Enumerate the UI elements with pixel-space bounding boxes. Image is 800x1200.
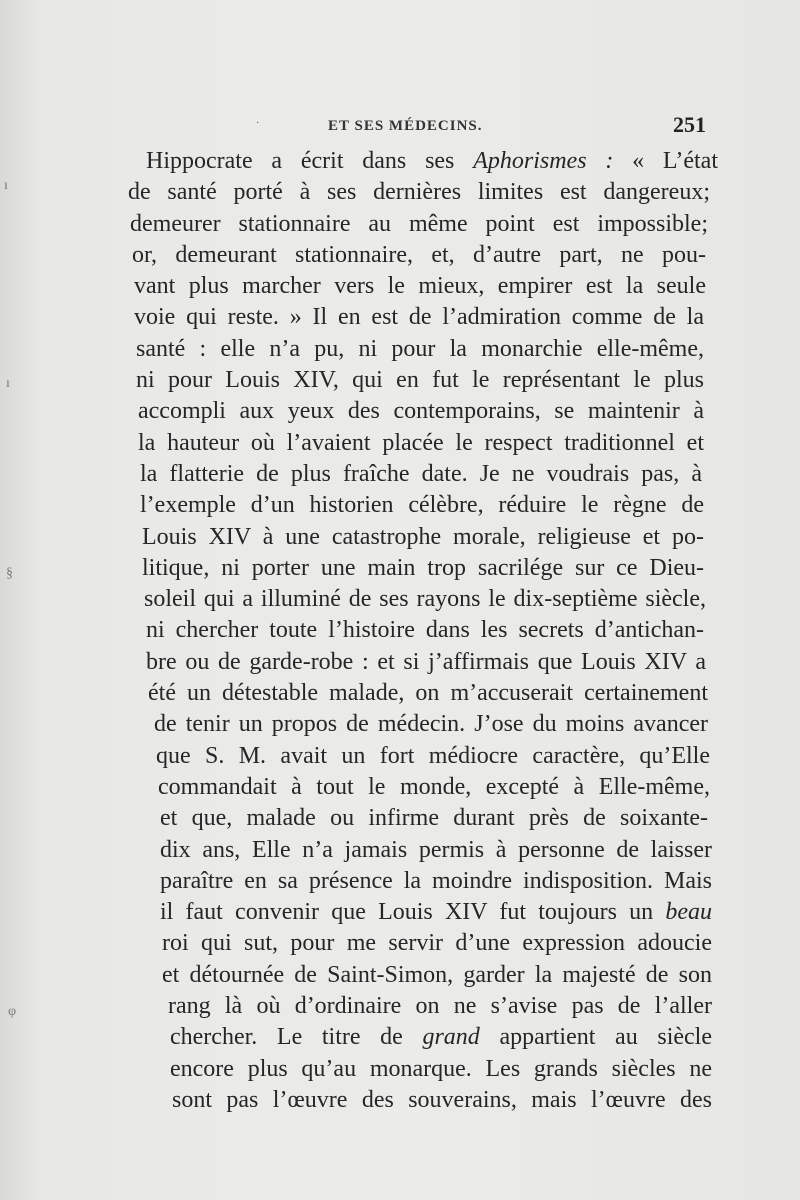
- italic-text: grand: [422, 1024, 480, 1051]
- text-line: [162, 928, 712, 959]
- text-run: il faut convenir que Louis XIV fut toujours un: [160, 899, 666, 926]
- text-run: encore plus qu’au monarque. Les grands siècles ne: [170, 1055, 712, 1082]
- text-run: de tenir un propos de médecin. J’ose du moins avancer: [154, 711, 708, 738]
- text-line: [142, 522, 704, 553]
- text-run: que S. M. avait un fort médiocre caractère, qu’Elle: [156, 742, 710, 769]
- text-line: [132, 240, 706, 271]
- text-run: soleil qui a illuminé de ses rayons le dix-septième siècle,: [144, 586, 706, 613]
- text-run: ni chercher toute l’histoire dans les secrets d’antichan-: [146, 617, 704, 644]
- text-run: sont pas l’œuvre des souverains, mais l’œuvre des: [172, 1086, 712, 1113]
- text-run: santé : elle n’a pu, ni pour la monarchie elle-même,: [136, 335, 704, 362]
- text-run: Hippocrate a écrit dans ses: [146, 148, 474, 174]
- text-run: vant plus marcher vers le mieux, empirer est la seule: [134, 273, 706, 300]
- text-line: [160, 803, 708, 834]
- text-run: la hauteur où l’avaient placée le respect traditionnel et: [138, 429, 704, 456]
- text-line: [162, 960, 712, 991]
- text-run: demeurer stationnaire au même point est impossible;: [130, 210, 708, 237]
- text-line: [138, 396, 704, 427]
- margin-speck: φ: [8, 1004, 17, 1019]
- text-line: [160, 866, 712, 897]
- text-line: [148, 678, 708, 709]
- text-run: « L’état: [613, 148, 719, 174]
- text-line: [138, 428, 704, 459]
- text-line: [172, 1085, 712, 1116]
- running-title: ET SES MÉDECINS.: [328, 118, 483, 134]
- text-run: voie qui reste. » Il en est de l’admiration comme de la: [134, 304, 704, 331]
- text-line: [136, 365, 704, 396]
- text-run: chercher. Le titre de: [170, 1024, 423, 1051]
- text-line: [158, 772, 710, 803]
- text-line: [156, 741, 710, 772]
- text-run: appartient au siècle: [479, 1024, 712, 1051]
- text-run: commandait à tout le monde, excepté à Elle-même,: [158, 773, 710, 800]
- margin-speck: §: [6, 566, 13, 581]
- text-line: [136, 334, 704, 365]
- text-line: [160, 835, 712, 866]
- text-line: [142, 553, 704, 584]
- text-run: ni pour Louis XIV, qui en fut le représentant le plus: [136, 367, 704, 394]
- text-line: [146, 146, 718, 177]
- text-line: [134, 302, 704, 333]
- body-text: [128, 146, 800, 1116]
- text-line: [160, 897, 712, 928]
- text-line: [170, 1054, 712, 1085]
- text-line: [146, 647, 706, 678]
- text-run: paraître en sa présence la moindre indisposition. Mais: [160, 867, 712, 894]
- text-line: [170, 1022, 712, 1053]
- text-run: et détournée de Saint-Simon, garder la majesté de son: [162, 961, 712, 988]
- text-run: rang là où d’ordinaire on ne s’avise pas de l’aller: [168, 993, 712, 1020]
- text-line: [154, 709, 708, 740]
- text-run: bre ou de garde-robe : et si j’affirmais que Louis XIV a: [146, 648, 706, 675]
- margin-speck: ı: [6, 376, 10, 391]
- page-header: [120, 112, 710, 142]
- text-run: la flatterie de plus fraîche date. Je ne voudrais pas, à: [140, 460, 702, 487]
- printer-tick-mark: ·: [256, 118, 260, 129]
- italic-text: beau: [665, 899, 712, 926]
- text-run: été un détestable malade, on m’accuserait certainement: [148, 680, 708, 707]
- text-run: litique, ni porter une main trop sacrilége sur ce Dieu-: [142, 554, 704, 581]
- text-run: accompli aux yeux des contemporains, se maintenir à: [138, 398, 704, 425]
- text-run: de santé porté à ses dernières limites est dangereux;: [128, 179, 710, 206]
- page-number: 251: [673, 112, 706, 137]
- text-line: [146, 615, 704, 646]
- italic-text: Aphorismes :: [473, 148, 614, 174]
- text-run: l’exemple d’un historien célèbre, réduire le règne de: [140, 492, 704, 519]
- text-run: roi qui sut, pour me servir d’une expression adoucie: [162, 930, 712, 957]
- text-line: [128, 177, 710, 208]
- text-line: [168, 991, 712, 1022]
- margin-speck: ı: [4, 178, 8, 193]
- text-line: [140, 490, 704, 521]
- text-run: et que, malade ou infirme durant près de soixante-: [160, 805, 708, 832]
- text-line: [130, 209, 708, 240]
- text-line: [144, 584, 706, 615]
- text-run: Louis XIV à une catastrophe morale, religieuse et po-: [142, 523, 704, 550]
- text-line: [140, 459, 702, 490]
- text-run: or, demeurant stationnaire, et, d’autre part, ne pou-: [132, 241, 706, 268]
- text-run: dix ans, Elle n’a jamais permis à personne de laisser: [160, 836, 712, 863]
- text-line: [134, 271, 706, 302]
